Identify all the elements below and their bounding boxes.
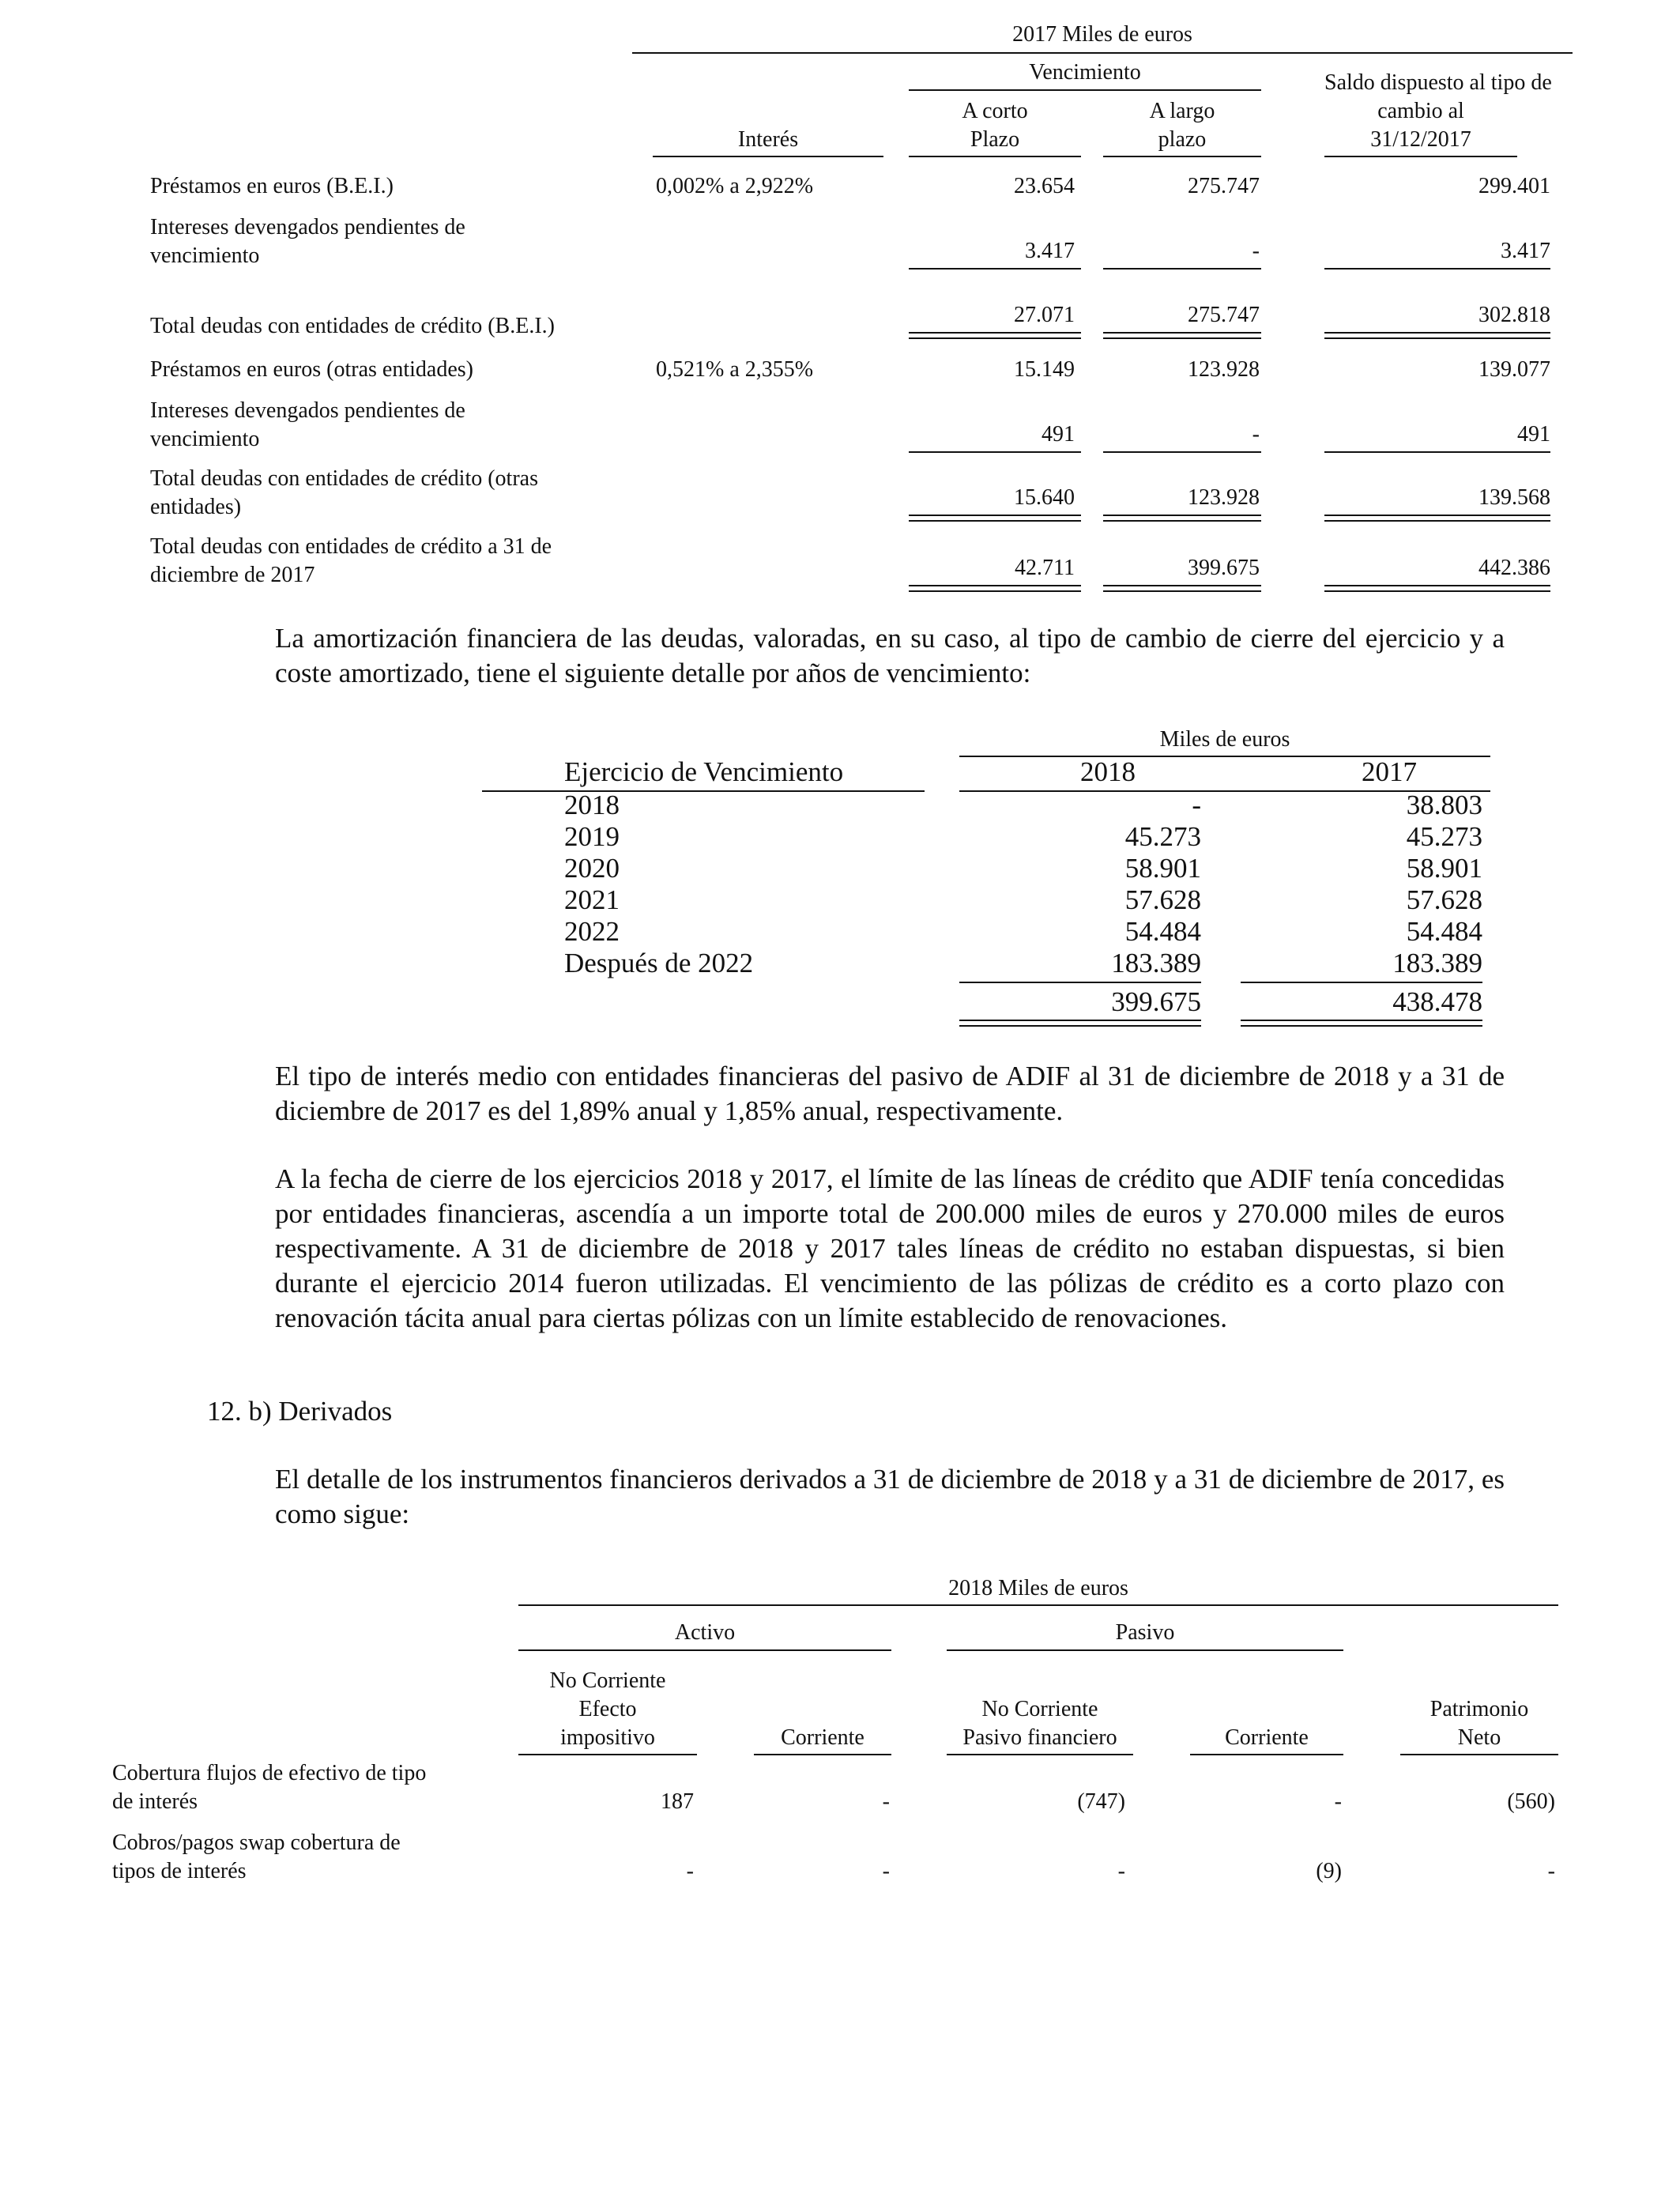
paragraph-derivados: El detalle de los instrumentos financieros derivados a 31 de diciembre de 2018 y a 31 de diciembre de 2017, es como sigue: [275, 1464, 1505, 1529]
paragraph-tipo-interes: El tipo de interés medio con entidades financieras del pasivo de ADIF al 31 de diciembre de 2018 y a 31 de diciembre de 2017 es del 1,89% anual y 1,85% anual, respectivamente. [275, 1061, 1505, 1126]
table2-col-2018: 2018 [1080, 756, 1136, 787]
table3-group-pasivo: Pasivo [1115, 1620, 1175, 1645]
table3-col-nc-pasivo-line1: No Corriente [981, 1697, 1098, 1721]
paragraph-amortizacion: La amortización financiera de las deudas, valoradas, en su caso, al tipo de cambio de cierre del ejercicio y a coste amortizado, tiene el siguiente detalle por años de vencimiento: [275, 623, 1505, 688]
table1-header-rule [632, 52, 1573, 54]
table2-col-ejercicio: Ejercicio de Vencimiento [564, 756, 844, 787]
table3-header-year: 2018 Miles de euros [948, 1576, 1128, 1600]
table3-col-patrimonio-line2: Neto [1457, 1725, 1501, 1750]
table3-col-corriente-activo: Corriente [781, 1725, 864, 1750]
table1-col-saldo-line2: cambio al [1377, 99, 1464, 123]
table3-col-patrimonio-line1: Patrimonio [1430, 1697, 1529, 1721]
paragraph-lineas-credito: A la fecha de cierre de los ejercicios 2018 y 2017, el límite de las líneas de crédito que ADIF tenía concedidas por entidades financieras, ascendía a un importe total de 200.000 miles de euros y 270.000 miles de euros respectivamente. A 31 de diciembre de 2018 y 2017 tales líneas de crédito no estaban dispuestas, si bien durante el ejercicio 2014 fueron utilizadas. El vencimiento de las pólizas de crédito es a corto plazo con renovación tácita anual para ciertas pólizas con un límite establecido de renovaciones. [275, 1163, 1505, 1333]
table1-col-largo-line2: plazo [1158, 127, 1207, 152]
table1-col-largo-line1: A largo [1149, 99, 1215, 123]
table1-header-year: 2017 Miles de euros [1012, 22, 1192, 47]
table3-col-nc-activo-line3: impositivo [560, 1725, 655, 1750]
table1-col-saldo-line1: Saldo dispuesto al tipo de [1324, 70, 1552, 95]
table2-header-units: Miles de euros [1159, 727, 1290, 752]
table3-group-activo: Activo [674, 1620, 736, 1645]
table1-header-vencimiento: Vencimiento [1029, 60, 1141, 85]
table2-col-2017: 2017 [1362, 756, 1417, 787]
table3-col-nc-activo-line2: Efecto [578, 1697, 637, 1721]
table1-col-interes: Interés [737, 127, 799, 152]
table3-col-nc-activo-line1: No Corriente [549, 1668, 666, 1693]
table1-col-corto-line1: A corto [962, 99, 1028, 123]
table3-col-corriente-pasivo: Corriente [1225, 1725, 1309, 1750]
table3-col-nc-pasivo-line2: Pasivo financiero [962, 1725, 1117, 1750]
section-heading-derivados: 12. b) Derivados [207, 1396, 393, 1427]
table1-col-corto-line2: Plazo [970, 127, 1020, 152]
table1-col-saldo-line3: 31/12/2017 [1370, 127, 1471, 152]
